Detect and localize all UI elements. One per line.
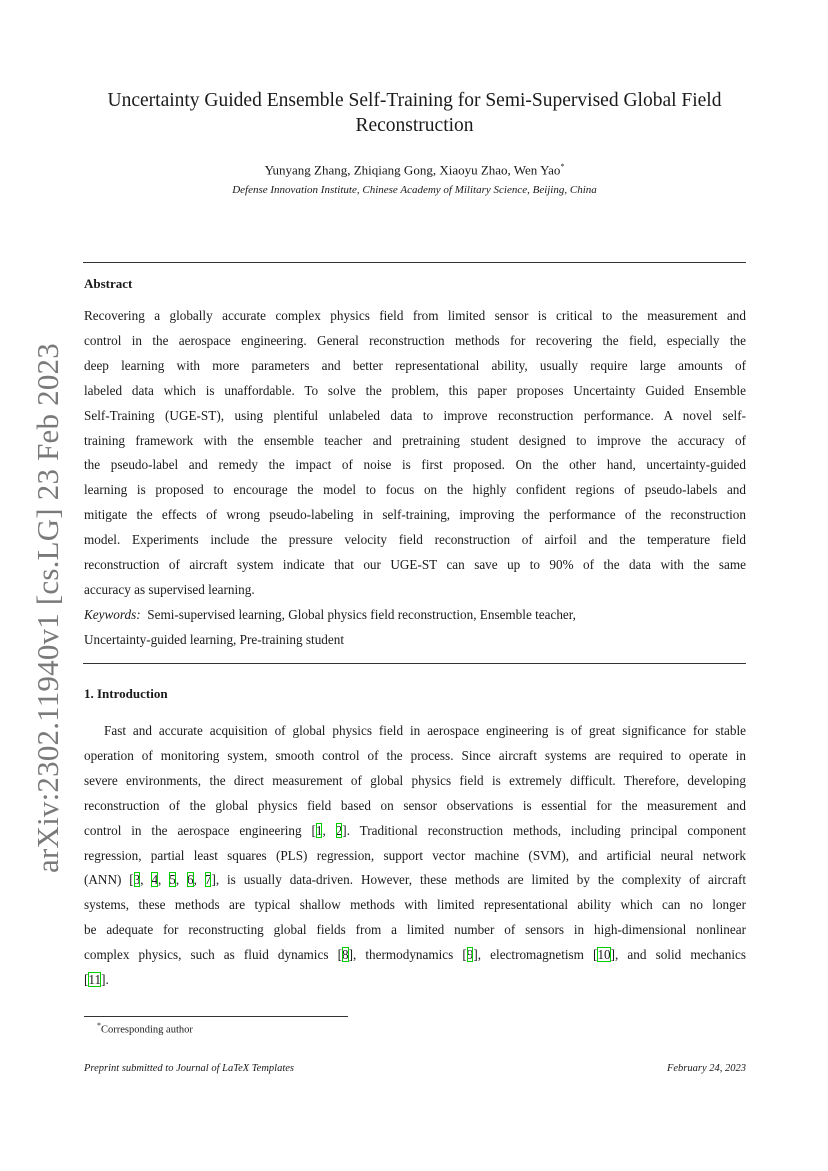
abstract-divider <box>83 663 746 664</box>
author-names: Yunyang Zhang, Zhiqiang Gong, Xiaoyu Zhao, Wen Yao <box>264 162 561 178</box>
intro-line: severe environments, the direct measurement of global physics field is extremely difficult. Therefore, developing <box>84 772 746 788</box>
abstract-line: Recovering a globally accurate complex physics field from limited sensor is critical to the measurement and <box>84 308 746 323</box>
abstract-line: training framework with the ensemble teacher and pretraining student designed to improve the accuracy of <box>84 432 746 448</box>
abstract-line: Self-Training (UGE-ST), using plentiful unlabeled data to improve reconstruction performance. A novel self- <box>84 407 746 423</box>
footer-journal: Preprint submitted to Journal of LaTeX Templates <box>84 1063 295 1074</box>
footnote-divider <box>84 1016 348 1017</box>
corresponding-mark: * <box>560 162 565 171</box>
abstract-line: control in the aerospace engineering. General reconstruction methods for recovering the field, especially the <box>84 332 746 348</box>
introduction-body <box>84 719 746 993</box>
intro-line: complex physics, such as fluid dynamics [8], thermodynamics [9], electromagnetism [10], and solid mechanics <box>84 947 747 963</box>
abstract-line: deep learning with more parameters and better representational ability, usually require large amounts of <box>84 357 746 373</box>
citation-link[interactable]: 2 <box>335 822 343 838</box>
intro-line: [11]. <box>84 972 109 988</box>
citation-link[interactable]: 1 <box>315 822 323 838</box>
intro-line: operation of monitoring system, smooth control of the process. Since aircraft systems are required to operate in <box>84 747 746 763</box>
citation-link[interactable]: 5 <box>169 872 176 888</box>
citation-link[interactable]: 6 <box>187 872 194 888</box>
intro-line: systems, these methods are typical shallow methods with limited representational ability which can no longer <box>84 897 746 913</box>
title-line-2: Reconstruction <box>355 115 474 136</box>
citation-link[interactable]: 7 <box>204 872 212 888</box>
abstract-line: the pseudo-label and remedy the impact of noise is first proposed. On the other hand, uncertainty-guided <box>84 457 746 473</box>
top-divider <box>83 262 746 263</box>
intro-line: Fast and accurate acquisition of global physics field in aerospace engineering is of great significance for stable <box>104 723 746 738</box>
keywords-line-2: Uncertainty-guided learning, Pre-training student <box>84 631 345 647</box>
abstract-body <box>84 304 746 653</box>
abstract-line: labeled data which is unaffordable. To solve the problem, this paper proposes Uncertainty Guided Ensemble <box>84 382 746 398</box>
citation-link[interactable]: 4 <box>151 872 159 888</box>
intro-line: (ANN) [3, 4, 5, 6, 7], is usually data-driven. However, these methods are limited by the complexity of aircraft <box>84 872 747 888</box>
introduction-heading: 1. Introduction <box>84 686 168 701</box>
footnote: *Corresponding author <box>97 1021 193 1036</box>
arxiv-identifier: arXiv:2302.11940v1 [cs.LG] 23 Feb 2023 <box>30 343 65 873</box>
citation-link[interactable]: 8 <box>341 947 349 963</box>
keywords-line-1: Keywords: Semi-supervised learning, Global physics field reconstruction, Ensemble teacher, <box>84 606 576 622</box>
abstract-line: mitigate the effects of wrong pseudo-labeling in self-training, improving the performance of the reconstruction <box>84 507 746 523</box>
paper-title <box>83 88 746 138</box>
title-line-1: Uncertainty Guided Ensemble Self-Training for Semi-Supervised Global Field <box>107 90 722 111</box>
abstract-line: learning is proposed to encourage the model to focus on the highly confident regions of pseudo-labels and <box>84 482 746 498</box>
citation-link[interactable]: 3 <box>133 872 141 888</box>
keywords-label: Keywords: <box>84 606 141 622</box>
abstract-line: model. Experiments include the pressure velocity field reconstruction of airfoil and the temperature field <box>84 532 746 548</box>
citation-link[interactable]: 9 <box>466 947 474 963</box>
author-list <box>83 162 746 178</box>
abstract-line: accuracy as supervised learning. <box>84 581 255 597</box>
citation-link[interactable]: 11 <box>88 972 102 988</box>
affiliation: Defense Innovation Institute, Chinese Academy of Military Science, Beijing, China <box>232 184 597 196</box>
intro-line: control in the aerospace engineering [1, 2]. Traditional reconstruction methods, including principal component <box>84 822 747 838</box>
intro-line: reconstruction of the global physics field based on sensor observations is essential for the measurement and <box>84 797 746 813</box>
intro-line: regression, partial least squares (PLS) regression, support vector machine (SVM), and artificial neural network <box>84 847 746 863</box>
footer-date: February 24, 2023 <box>666 1063 746 1074</box>
intro-line: be adequate for reconstructing global fields from a limited number of sensors in high-dimensional nonlinear <box>84 922 746 938</box>
citation-link[interactable]: 10 <box>597 947 611 963</box>
abstract-heading: Abstract <box>84 276 133 291</box>
abstract-line: reconstruction of aircraft system indicate that our UGE-ST can save up to 90% of the data with the same <box>84 557 746 573</box>
